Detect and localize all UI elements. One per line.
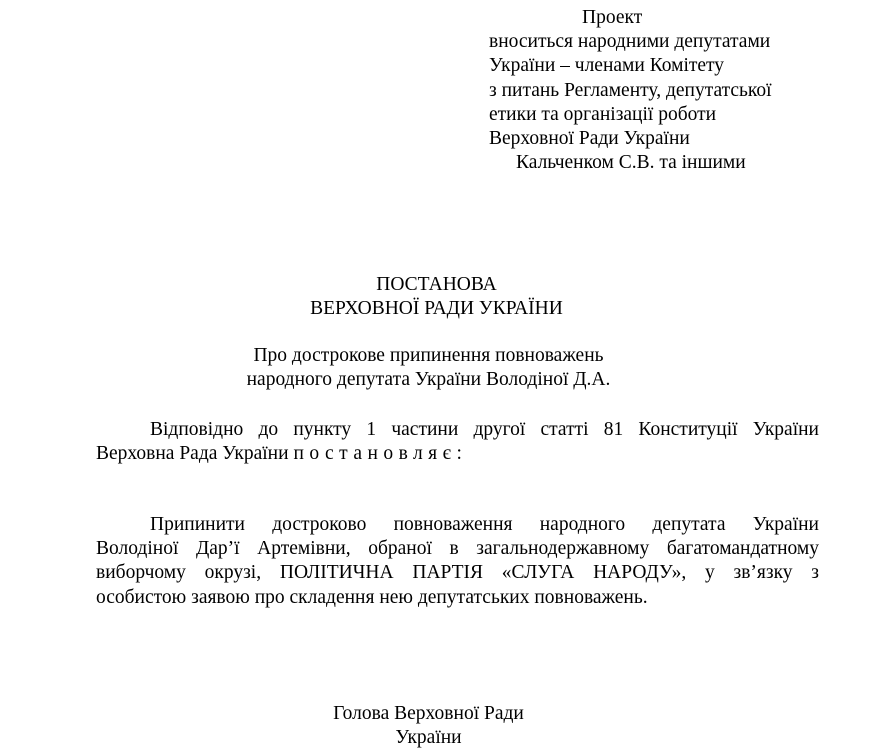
resolves-word: постановляє [293,443,457,465]
resolution-line-1: Припинити достроково повноваження народного депутата України [150,514,819,535]
signature-title: Голова Верховної Ради [333,703,524,724]
submission-line-4: етики та організації роботи [489,103,717,125]
resolution-line-3: виборчому окрузі, ПОЛІТИЧНА ПАРТІЯ «СЛУГА НАРОДУ», у зв’язку з [96,562,819,584]
resolution-paragraph [96,513,819,610]
preamble-paragraph [96,418,819,466]
submission-authors: Кальченком С.В. та іншими [516,152,746,174]
preamble-prefix: Верховна Рада України [96,443,294,465]
submission-line-1: вноситься народними депутатами [489,31,771,53]
document-issuer: ВЕРХОВНОЇ РАДИ УКРАЇНИ [310,298,563,319]
submission-line-2: України – членами Комітету [489,55,725,77]
resolution-line-4: особистою заявою про складення нею депутатських повноважень. [96,586,648,608]
subject-line-1: Про дострокове припинення повноважень [253,345,604,366]
preamble-line-2 [96,442,819,466]
project-label: Проект [582,7,643,28]
subject-line-2: народного депутата України Володіної Д.А. [246,369,611,390]
submission-line-5: Верховної Ради України [489,128,690,150]
preamble-suffix: : [456,443,462,465]
resolution-line-2: Володіної Дар’ї Артемівни, обраної в загальнодержавному багатомандатному [96,538,819,560]
submission-line-3: з питань Регламенту, депутатської [489,79,772,101]
preamble-line-1: Відповідно до пункту 1 частини другої статті 81 Конституції України [150,419,819,440]
document-title: ПОСТАНОВА [376,274,497,295]
submission-note [489,6,819,175]
signature-country: України [395,727,462,748]
